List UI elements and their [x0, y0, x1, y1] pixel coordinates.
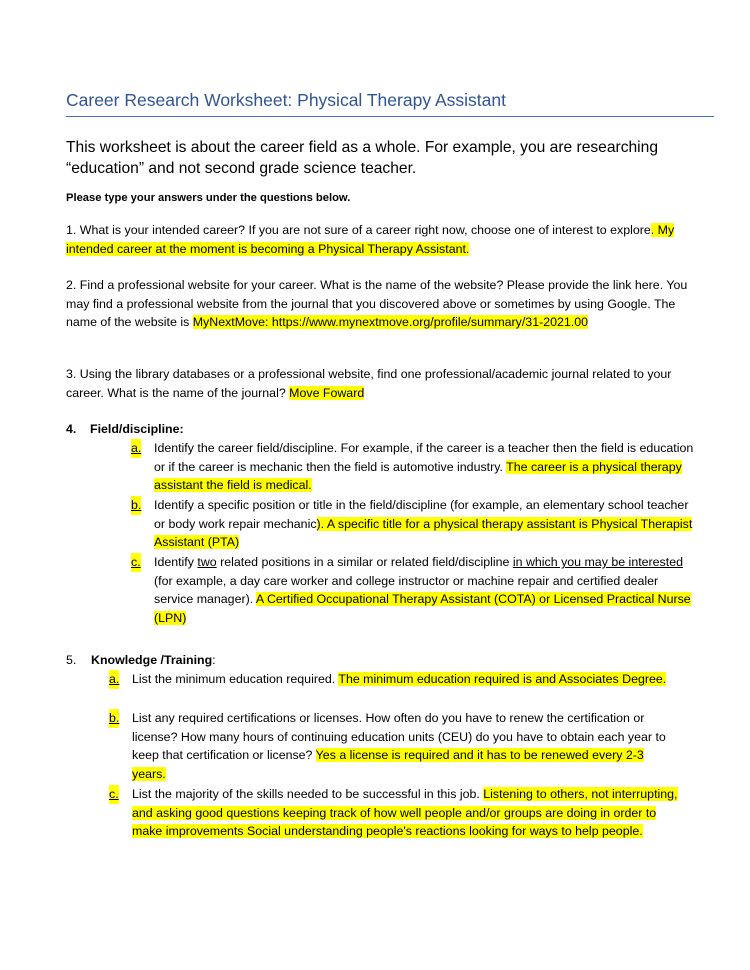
- item-letter: c.: [109, 785, 119, 804]
- item-answer: Yes a license is required and it has to be renewed every 2-3 years.: [132, 748, 644, 781]
- item-question: List the minimum education required.: [132, 672, 339, 686]
- answer-3: Move Foward: [289, 385, 365, 400]
- question-2: [66, 276, 696, 332]
- section-4-item-a: [131, 439, 694, 495]
- section-4-heading: [66, 420, 184, 438]
- section-4-item-c: [131, 553, 694, 627]
- section-5-label: Knowledge /Training: [91, 653, 213, 667]
- item-question-mid: related positions in a similar or related field/discipline: [216, 555, 513, 569]
- question-3-text: 3. Using the library databases or a professional website, find one professional/academic journal related to your career. What is the name of the journal?: [66, 367, 672, 400]
- section-5-colon: :: [212, 653, 216, 667]
- section-5-number: 5.: [66, 653, 77, 667]
- question-3: [66, 365, 696, 402]
- item-answer: ). A specific title for a physical therapy assistant is Physical Therapist Assistant (PTA): [154, 516, 693, 549]
- item-answer: The minimum education required is and Associates Degree.: [338, 672, 667, 686]
- item-question: Identify the career field/discipline. For example, if the career is a teacher then the field is education or if the career is mechanic then the field is automotive industry.: [154, 441, 694, 474]
- section-4-item-b: [131, 496, 694, 552]
- item-letter: c.: [131, 553, 141, 572]
- item-letter: a.: [131, 439, 141, 458]
- intro-paragraph: This worksheet is about the career field as a whole. For example, you are researching “education” and not second grade science teacher.: [66, 139, 658, 177]
- item-question: List the majority of the skills needed to be successful in this job.: [132, 787, 484, 801]
- section-4-label: Field/discipline:: [90, 422, 184, 436]
- item-letter: b.: [131, 496, 141, 515]
- item-answer: A Certified Occupational Therapy Assistant (COTA) or Licensed Practical Nurse (LPN): [154, 592, 691, 625]
- page-title: Career Research Worksheet: Physical Therapy Assistant: [66, 90, 506, 110]
- item-question-underline-1: two: [197, 555, 217, 569]
- question-2-text: 2. Find a professional website for your career. What is the name of the website? Please provide the link here. You may find a professional website from the journal that you discovered above or sometimes by using Google. The name of the website is: [66, 278, 688, 329]
- item-answer: The career is a physical therapy assistant the field is medical.: [154, 459, 682, 492]
- answer-1: . My intended career at the moment is becoming a Physical Therapy Assistant.: [66, 223, 675, 256]
- item-question-pre: Identify: [154, 555, 198, 569]
- section-5-heading: [66, 651, 216, 669]
- item-question-post: (for example, a day care worker and college instructor or machine repair and certified dealer service manager).: [154, 573, 659, 606]
- question-1: [66, 221, 696, 258]
- item-question-underline-2: in which you may be interested: [512, 555, 683, 569]
- instructions-text: Please type your answers under the questions below.: [66, 192, 351, 204]
- section-5-item-a: [109, 670, 677, 689]
- item-letter: a.: [109, 670, 119, 689]
- section-5-item-b: [109, 709, 677, 783]
- section-4-number: 4.: [66, 422, 77, 436]
- section-5-item-c: [109, 785, 682, 841]
- item-question: List any required certifications or licenses. How often do you have to renew the certification or license? How many hours of continuing education units (CEU) do you have to obtain each year to keep that certification or license?: [132, 711, 666, 762]
- question-1-text: 1. What is your intended career? If you are not sure of a career right now, choose one of interest to explore: [66, 223, 651, 237]
- answer-2: MyNextMove: https://www.mynextmove.org/profile/summary/31-2021.00: [192, 315, 589, 329]
- item-answer: Listening to others, not interrupting, and asking good questions keeping track of how well people and/or groups are doing in order to make improvements Social understanding people's reactions looking for ways to help people.: [132, 787, 678, 838]
- item-letter: b.: [109, 709, 119, 728]
- title-divider: [66, 116, 714, 117]
- item-question: Identify a specific position or title in the field/discipline (for example, an elementary school teacher or body work repair mechanic: [154, 498, 689, 531]
